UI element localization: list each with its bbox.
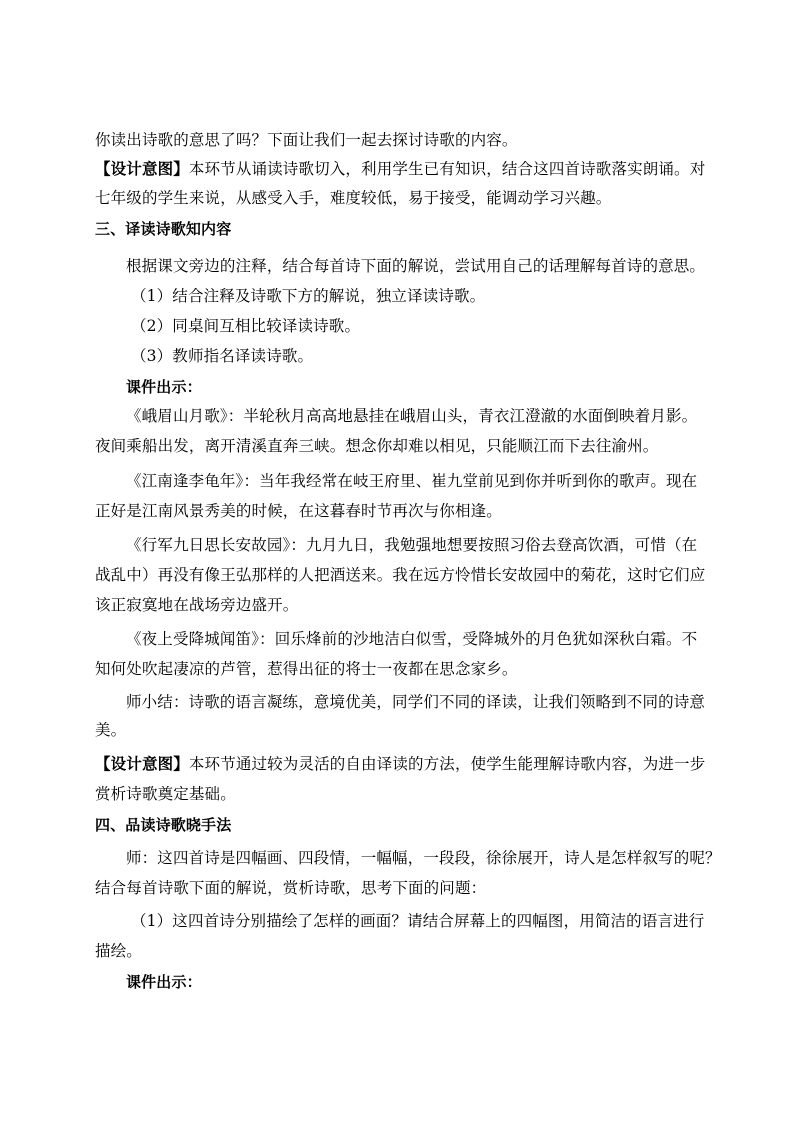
paragraph-line: 美。 xyxy=(95,721,127,739)
paragraph-line: 《峨眉山月歌》：半轮秋月高高地悬挂在峨眉山头，青衣江澄澈的水面倒映着月影。 xyxy=(126,407,698,425)
paragraph-line: 《行军九日思长安故园》：九月九日，我勉强地想要按照习俗去登高饮酒，可惜（在 xyxy=(126,536,698,554)
section-heading-3: 三、译读诗歌知内容 xyxy=(95,220,232,238)
paragraph-text: 本环节从诵读诗歌切入，利用学生已有知识，结合这四首诗歌落实朗诵。对 xyxy=(188,160,706,178)
section-heading-4: 四、品读诗歌晓手法 xyxy=(95,816,232,834)
paragraph-line: 《夜上受降城闻笛》：回乐烽前的沙地洁白似雪，受降城外的月色犹如深秋白霜。不 xyxy=(126,630,698,648)
paragraph-line: 赏析诗歌奠定基础。 xyxy=(95,785,236,803)
paragraph-line: 七年级的学生来说，从感受入手，难度较低，易于接受，能调动学习兴趣。 xyxy=(95,189,612,207)
design-intent-label: 【设计意图】 xyxy=(95,159,189,178)
paragraph-line: 该正寂寞地在战场旁边盛开。 xyxy=(95,596,299,614)
paragraph-line: 《江南逢李龟年》：当年我经常在岐王府里、崔九堂前见到你并听到你的歌声。现在 xyxy=(126,472,698,490)
paragraph-line: 夜间乘船出发，离开清溪直奔三峡。想念你却难以相见，只能顺江而下去往渝州。 xyxy=(95,437,659,455)
paragraph-line: 根据课文旁边的注释，结合每首诗下面的解说，尝试用自己的话理解每首诗的意思。 xyxy=(126,257,706,275)
design-intent-label: 【设计意图】 xyxy=(95,754,189,773)
paragraph-line: 正好是江南风景秀美的时候，在这暮春时节再次与你相逢。 xyxy=(95,502,502,520)
courseware-label: 课件出示： xyxy=(126,973,202,991)
paragraph-line: 你读出诗歌的意思了吗？下面让我们一起去探讨诗歌的内容。 xyxy=(95,131,518,149)
paragraph-text: 本环节通过较为灵活的自由译读的方法，使学生能理解诗歌内容，为进一步 xyxy=(188,755,706,773)
list-item: （2）同桌间互相比较译读诗歌。 xyxy=(131,317,361,335)
courseware-label: 课件出示： xyxy=(126,378,202,396)
paragraph-line: 师：这四首诗是四幅画、四段情，一幅幅，一段段，徐徐展开，诗人是怎样叙写的呢？ xyxy=(126,849,721,867)
paragraph-line: 结合每首诗歌下面的解说，赏析诗歌，思考下面的问题： xyxy=(95,879,487,897)
design-intent-paragraph xyxy=(95,157,735,181)
list-item: （1）结合注释及诗歌下方的解说，独立译读诗歌。 xyxy=(131,287,486,305)
list-item: （1）这四首诗分别描绘了怎样的画面？请结合屏幕上的四幅图，用简洁的语言进行 xyxy=(131,912,705,930)
paragraph-line: 战乱中）再没有像王弘那样的人把酒送来。我在远方怜惜长安故园中的菊花，这时它们应 xyxy=(95,566,706,584)
design-intent-paragraph xyxy=(95,752,735,776)
paragraph-line: 知何处吹起凄凉的芦管，惹得出征的将士一夜都在思念家乡。 xyxy=(95,660,518,678)
list-item: （3）教师指名译读诗歌。 xyxy=(131,347,314,365)
paragraph-line: 描绘。 xyxy=(95,942,142,960)
paragraph-line: 师小结：诗歌的语言凝练，意境优美，同学们不同的译读，让我们领略到不同的诗意 xyxy=(126,693,706,711)
